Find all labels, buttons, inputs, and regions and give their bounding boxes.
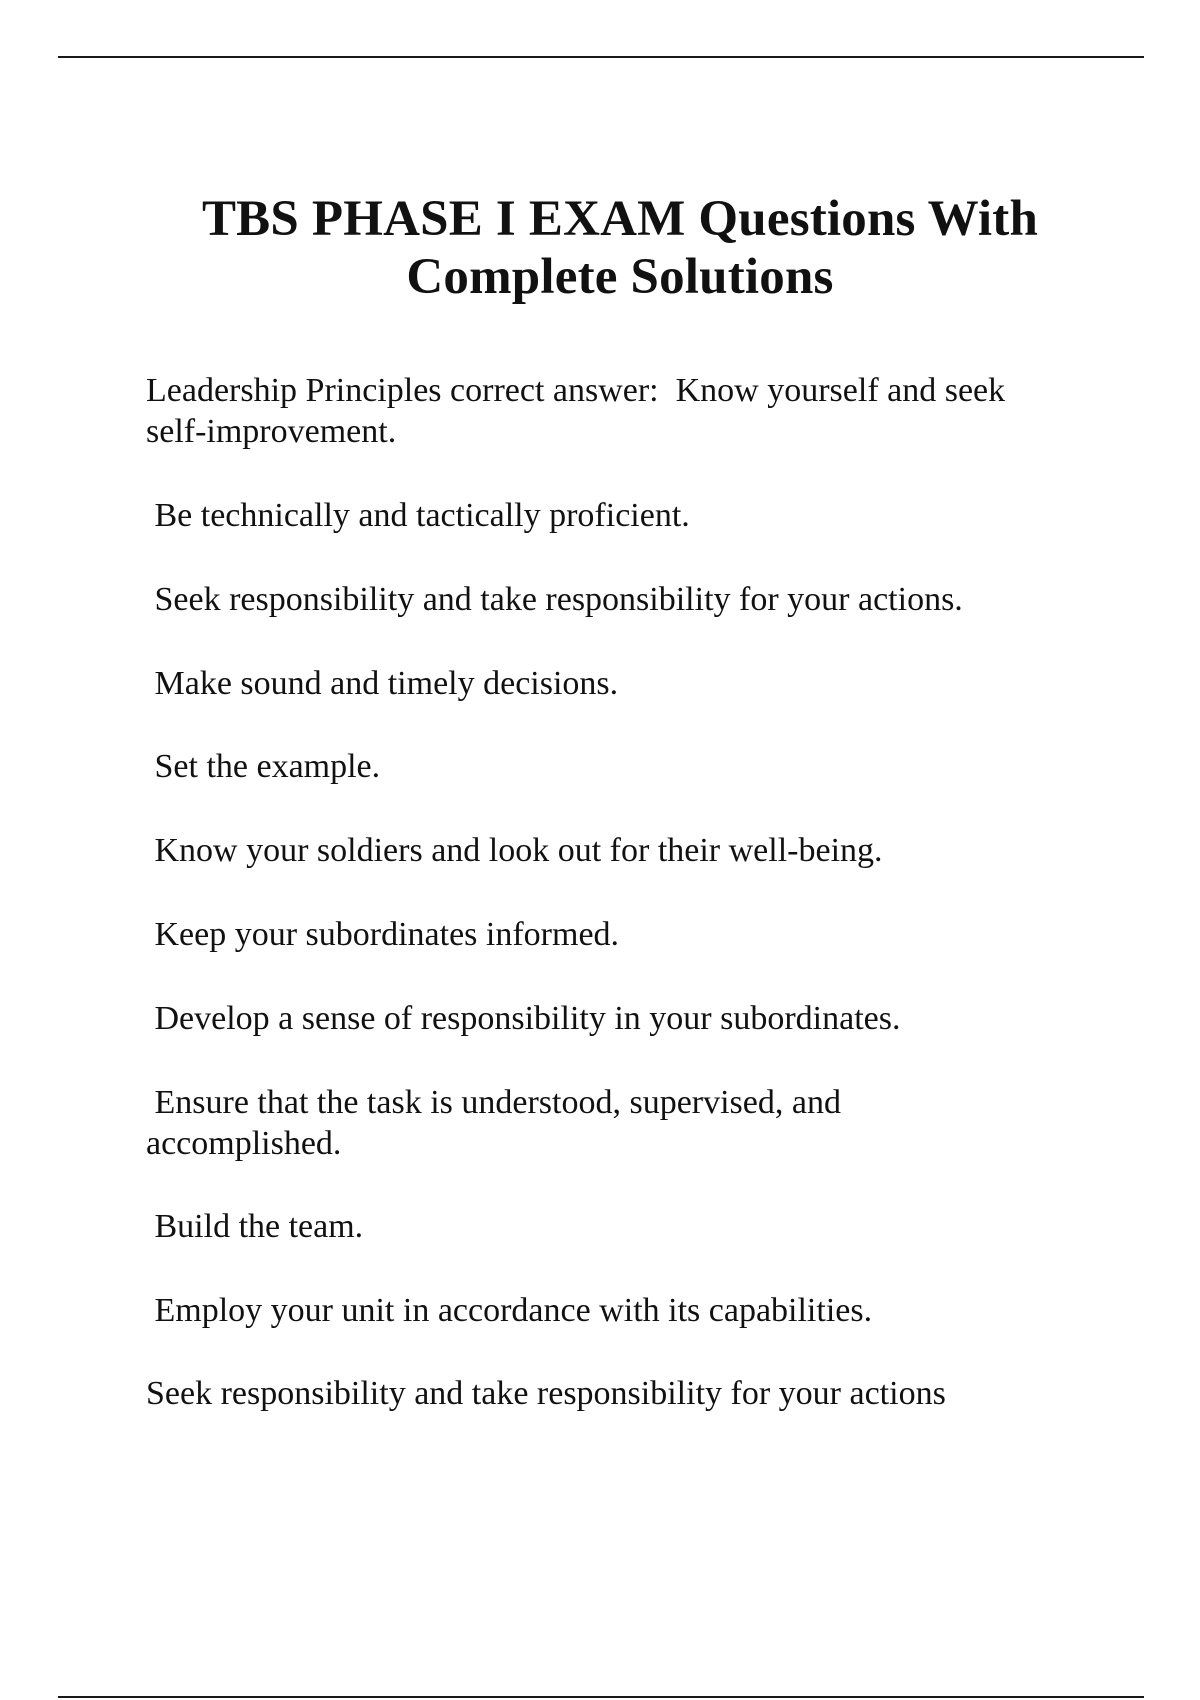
paragraph-answer: Seek responsibility and take responsibility for your actions bbox=[146, 1375, 946, 1412]
paragraph: Seek responsibility and take responsibility for your actions. bbox=[146, 581, 963, 618]
paragraph: Know your soldiers and look out for their well-being. bbox=[146, 832, 883, 869]
paragraph-leadership-principles: Leadership Principles correct answer: Know yourself and seek self-improvement. bbox=[146, 372, 1006, 450]
title-line-1: TBS PHASE I EXAM Questions With bbox=[201, 191, 1039, 247]
paragraph: Employ your unit in accordance with its capabilities. bbox=[146, 1292, 873, 1329]
paragraph: Keep your subordinates informed. bbox=[146, 916, 620, 953]
top-rule bbox=[58, 56, 1144, 58]
paragraph: Be technically and tactically proficient. bbox=[146, 497, 690, 534]
title-line-2: Complete Solutions bbox=[406, 249, 834, 305]
document-title bbox=[0, 190, 1200, 306]
paragraph: Ensure that the task is understood, supervised, and accomplished. bbox=[146, 1084, 841, 1162]
paragraph: Develop a sense of responsibility in your subordinates. bbox=[146, 1000, 901, 1037]
paragraph: Set the example. bbox=[146, 748, 381, 785]
paragraph: Make sound and timely decisions. bbox=[146, 665, 619, 702]
paragraph: Build the team. bbox=[146, 1208, 364, 1245]
bottom-rule bbox=[58, 1696, 1144, 1698]
